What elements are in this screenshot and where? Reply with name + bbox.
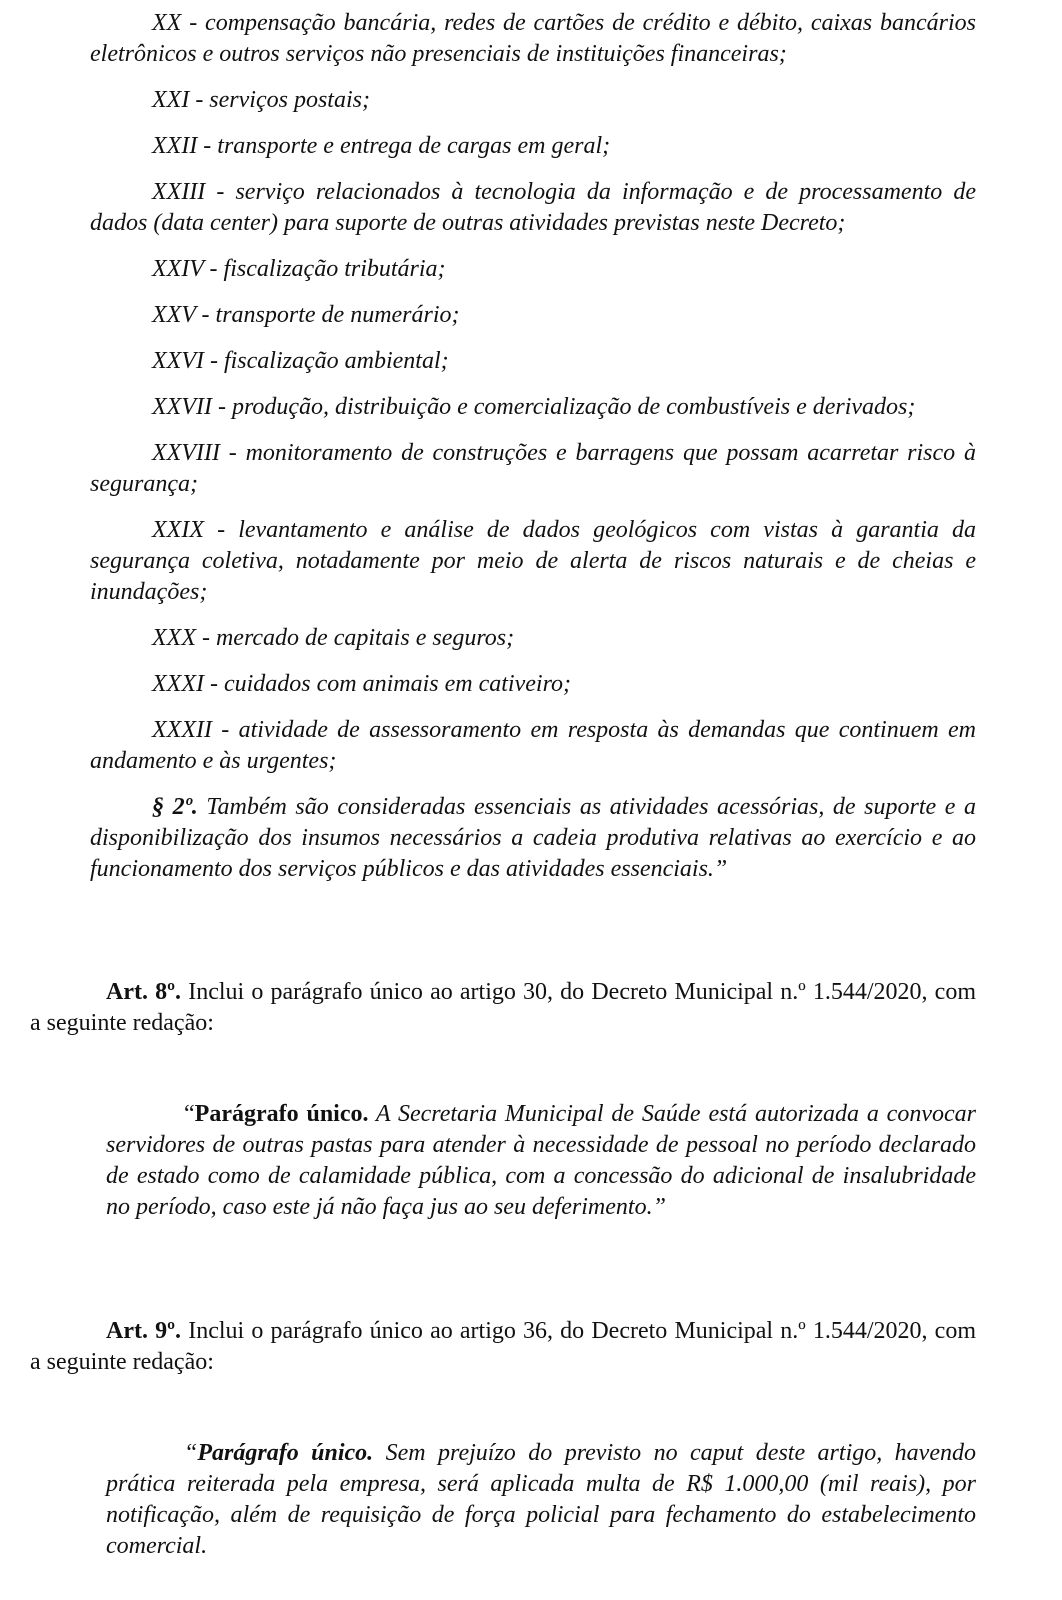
quote-1-lead: Parágrafo único. (194, 1101, 369, 1127)
article-8-text: Inclui o parágrafo único ao artigo 30, do Decreto Municipal n.º 1.544/2020, com a seguinte redação: (30, 979, 976, 1036)
article-9-lead: Art. 9º. (106, 1318, 182, 1344)
list-item-xxv: XXV - transporte de numerário; (152, 302, 460, 328)
list-item-xxi: XXI - serviços postais; (152, 87, 370, 113)
list-item-xxxi: XXXI - cuidados com animais em cativeiro; (152, 671, 572, 697)
list-item-xxix: XXIX - levantamento e análise de dados geológicos com vistas à garantia da segurança coletiva, notadamente por meio de alerta de riscos naturais e de cheias e inundações; (90, 517, 976, 605)
list-item-xxviii: XXVIII - monitoramento de construções e barragens que possam acarretar risco à segurança; (90, 440, 976, 497)
list-item-xxiv: XXIV - fiscalização tributária; (152, 256, 446, 282)
list-item-xxiii: XXIII - serviço relacionados à tecnologia da informação e de processamento de dados (data center) para suporte de outras atividades previstas neste Decreto; (90, 179, 976, 236)
quote-open-mark: “ (184, 1440, 198, 1466)
paragraph-2-text: Também são consideradas essenciais as atividades acessórias, de suporte e a disponibilização dos insumos necessários a cadeia produtiva relativas ao exercício e ao funcionamento dos serviços públicos e das atividades essenciais.” (90, 794, 977, 882)
article-9-text: Inclui o parágrafo único ao artigo 36, do Decreto Municipal n.º 1.544/2020, com a seguinte redação: (30, 1318, 976, 1375)
paragraph-2-lead: § 2º. (152, 794, 198, 820)
list-item-xxxii: XXXII - atividade de assessoramento em resposta às demandas que continuem em andamento e às urgentes; (90, 717, 976, 774)
quote-open-mark: “ (184, 1101, 195, 1127)
article-8 (30, 977, 976, 1039)
paragraph-2 (90, 792, 976, 885)
quote-2-lead: Parágrafo único. (197, 1440, 374, 1466)
list-item-xxvii: XXVII - produção, distribuição e comercialização de combustíveis e derivados; (152, 394, 916, 420)
article-9-quote (106, 1438, 976, 1562)
list-item-xxvi: XXVI - fiscalização ambiental; (152, 348, 449, 374)
essential-services-list (90, 8, 976, 885)
article-8-lead: Art. 8º. (106, 979, 182, 1005)
list-item-xxx: XXX - mercado de capitais e seguros; (152, 625, 515, 651)
list-item-xx: XX - compensação bancária, redes de cartões de crédito e débito, caixas bancários eletrônicos e outros serviços não presenciais de instituições financeiras; (90, 10, 976, 67)
list-item-xxii: XXII - transporte e entrega de cargas em geral; (152, 133, 611, 159)
article-9 (30, 1316, 976, 1378)
quote-2-text: Sem prejuízo do previsto no caput deste artigo, havendo prática reiterada pela empresa, será aplicada multa de R$ 1.000,00 (mil reais), por notificação, além de requisição de força policial para fechamento do estabelecimento comercial. (106, 1440, 976, 1559)
article-8-quote (106, 1099, 976, 1223)
quote-1-text: A Secretaria Municipal de Saúde está autorizada a convocar servidores de outras pastas para atender à necessidade de pessoal no período declarado de estado como de calamidade pública, com a concessão do adicional de insalubridade no período, caso este já não faça jus ao seu deferimento.” (106, 1101, 976, 1220)
